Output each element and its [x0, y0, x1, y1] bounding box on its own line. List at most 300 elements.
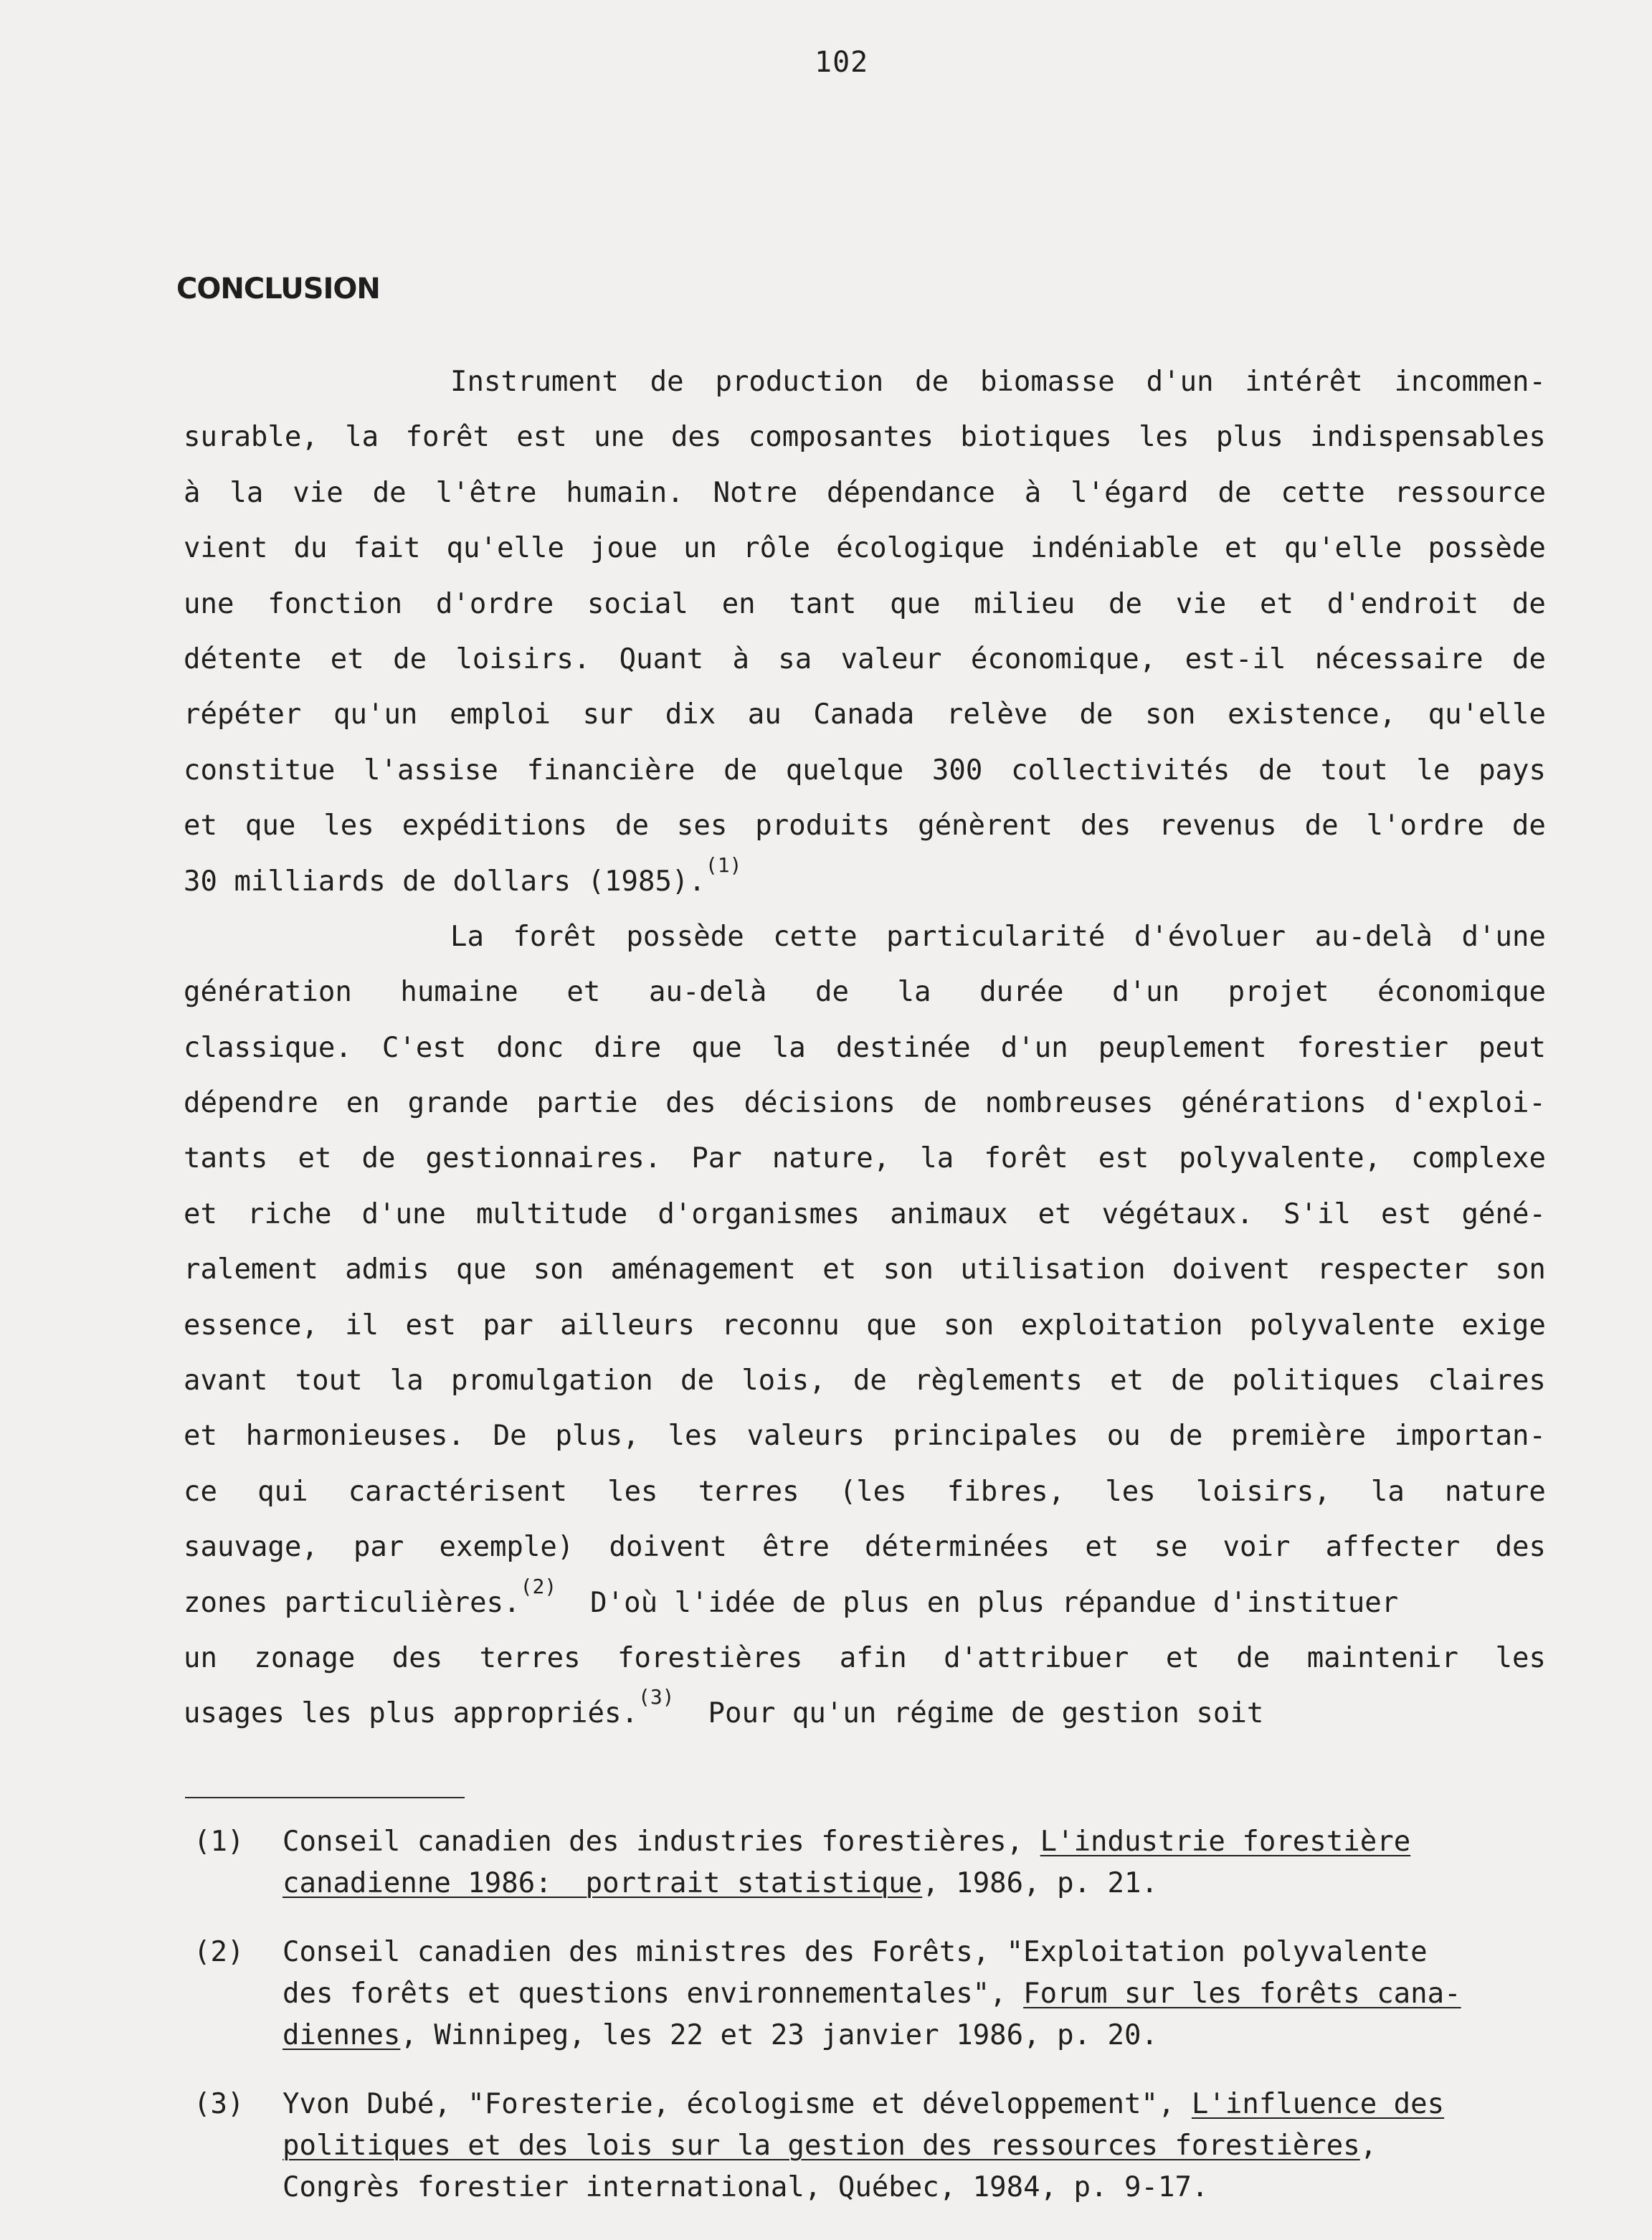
body-text	[184, 366, 1546, 1753]
word: les	[607, 1475, 658, 1508]
word: (les	[839, 1475, 907, 1508]
word: fonction	[267, 587, 403, 620]
word: fibres,	[946, 1475, 1065, 1508]
word: lois,	[741, 1365, 826, 1397]
word: possède	[626, 920, 744, 953]
footnote-text: des forêts et questions environnementales",	[283, 1978, 1024, 2010]
word: et	[1224, 532, 1258, 565]
text-line	[184, 1253, 1546, 1309]
word: génération	[184, 976, 352, 1009]
footnote-number: (1)	[194, 1826, 245, 1858]
word: de	[1169, 1420, 1203, 1453]
word: partie	[536, 1087, 638, 1120]
word: par	[483, 1309, 533, 1342]
footnote-line	[283, 1826, 1556, 1867]
footnote-number: (2)	[194, 1936, 245, 1968]
word: et	[1260, 587, 1293, 620]
word: ralement	[184, 1253, 318, 1286]
word: rôle	[743, 532, 811, 565]
word: humain.	[566, 476, 684, 509]
word: Instrument	[450, 366, 619, 398]
word: dix	[665, 698, 716, 731]
footnote-body	[283, 1936, 1556, 2061]
word: Par	[691, 1142, 742, 1175]
word: pays	[1478, 754, 1546, 787]
word: de	[815, 976, 849, 1009]
text-line	[184, 810, 1546, 865]
word: des	[391, 1641, 443, 1674]
word: utilisation	[960, 1253, 1146, 1286]
word: constitue	[184, 754, 336, 787]
word: surable,	[184, 421, 318, 454]
text-line	[184, 1309, 1546, 1365]
page-number: 102	[815, 46, 869, 79]
word: à	[1024, 476, 1042, 509]
word: des	[1080, 810, 1131, 843]
footnote-title: canadienne 1986: portrait statistique	[283, 1867, 923, 1899]
word: et	[822, 1253, 857, 1286]
footnote-line	[283, 2171, 1556, 2213]
word: d'un	[1146, 366, 1214, 398]
word: d'une	[361, 1197, 446, 1230]
word: reconnu	[721, 1309, 840, 1342]
word: de	[361, 1142, 396, 1175]
word: des	[1495, 1531, 1546, 1564]
word: de	[1512, 642, 1546, 675]
footnote-title: diennes	[283, 2019, 401, 2051]
word: la	[345, 421, 379, 454]
text-line	[184, 921, 1546, 976]
word: projet	[1228, 976, 1329, 1009]
word: qui	[257, 1475, 308, 1508]
word: de	[393, 642, 427, 675]
text-line	[184, 976, 1546, 1031]
word: terres	[698, 1475, 799, 1508]
word: l'égard	[1071, 476, 1189, 509]
word: économique	[1377, 976, 1546, 1009]
text-line-content: zones particulières.	[184, 1586, 521, 1619]
word: générations	[1181, 1087, 1367, 1120]
word: incommen-	[1394, 366, 1546, 398]
word: forêt	[405, 421, 490, 454]
word: joue	[590, 532, 658, 565]
word: valeurs	[746, 1420, 865, 1453]
word: vie	[293, 476, 343, 509]
word: et	[1085, 1531, 1119, 1564]
word: zonage	[254, 1641, 356, 1674]
word: promulgation	[451, 1365, 653, 1397]
word: génèrent	[918, 810, 1053, 843]
word: loisirs,	[1195, 1475, 1331, 1508]
word: est	[1381, 1197, 1432, 1230]
word: particularité	[886, 920, 1106, 953]
word: son	[1495, 1253, 1546, 1286]
word: d'endroit	[1326, 587, 1479, 620]
word: son	[1145, 698, 1196, 731]
word: de	[1258, 754, 1293, 787]
word: de	[915, 366, 949, 398]
word: que	[866, 1309, 917, 1342]
footnotes	[194, 1826, 1556, 2240]
word: d'exploi-	[1394, 1087, 1546, 1120]
word: grande	[407, 1087, 509, 1120]
text-line	[184, 698, 1546, 754]
word: à	[184, 476, 201, 509]
word: la	[389, 1365, 424, 1397]
word: son	[533, 1253, 584, 1286]
word: forestières	[617, 1641, 803, 1674]
word: principales	[893, 1420, 1079, 1453]
word: de	[1304, 810, 1339, 843]
word: sa	[778, 642, 812, 675]
word: expéditions	[402, 810, 588, 843]
word: caractérisent	[348, 1475, 567, 1508]
word: ses	[676, 810, 728, 843]
footnote-text: , 1986, p. 21.	[922, 1867, 1158, 1899]
word: de	[1109, 587, 1143, 620]
word: les	[323, 810, 374, 843]
footnote-title: Forum sur les forêts cana-	[1023, 1978, 1461, 2010]
word: détente	[184, 642, 302, 675]
text-line	[184, 1642, 1546, 1697]
word: et	[184, 1420, 217, 1453]
word: tants	[184, 1142, 268, 1175]
word: peut	[1478, 1031, 1546, 1064]
word: par	[353, 1531, 404, 1564]
word: que	[691, 1031, 742, 1064]
word: et	[330, 642, 364, 675]
text-line	[184, 1142, 1546, 1197]
word: durée	[979, 976, 1064, 1009]
text-line-content: D'où l'idée de plus en plus répandue d'instituer	[556, 1586, 1399, 1619]
word: destinée	[835, 1031, 971, 1064]
word: végétaux.	[1101, 1197, 1253, 1230]
word: de	[923, 1087, 957, 1120]
word: composantes	[748, 421, 934, 454]
text-line	[184, 1531, 1546, 1586]
word: et	[184, 810, 217, 843]
text-line-content: Pour qu'un régime de gestion soit	[674, 1697, 1264, 1730]
text-line	[184, 643, 1546, 698]
word: doivent	[1172, 1253, 1291, 1286]
word: classique.	[184, 1031, 352, 1064]
word: peuplement	[1098, 1031, 1267, 1064]
word: sur	[582, 698, 634, 731]
word: est	[405, 1309, 456, 1342]
word: les	[668, 1420, 718, 1453]
word: en	[346, 1087, 380, 1120]
word: S'il	[1283, 1197, 1351, 1230]
word: essence,	[184, 1309, 318, 1342]
word: indispensables	[1310, 421, 1546, 454]
word: est-il	[1185, 642, 1286, 675]
word: un	[184, 1641, 217, 1674]
word: intérêt	[1245, 366, 1363, 398]
word: des	[670, 421, 722, 454]
word: forestier	[1296, 1031, 1448, 1064]
word: revenus	[1159, 810, 1277, 843]
word: de	[1511, 587, 1546, 620]
word: de	[853, 1365, 887, 1397]
word: qu'un	[333, 698, 418, 731]
word: dire	[594, 1031, 662, 1064]
footnote-text: Congrès forestier international, Québec, 1984, p. 9-17.	[283, 2171, 1209, 2203]
word: indéniable	[1030, 532, 1199, 565]
word: il	[345, 1309, 379, 1342]
word: est	[516, 421, 567, 454]
word: sauvage,	[184, 1531, 318, 1564]
footnote-line	[283, 1867, 1556, 1909]
word: l'ordre	[1366, 810, 1484, 843]
word: financière	[526, 754, 696, 787]
word: importan-	[1394, 1420, 1546, 1453]
word: possède	[1428, 532, 1546, 565]
word: tout	[295, 1365, 363, 1397]
word: l'être	[435, 476, 537, 509]
word: d'évoluer	[1134, 920, 1286, 953]
word: nature	[1444, 1475, 1546, 1508]
word: tant	[789, 587, 857, 620]
word: maintenir	[1306, 1641, 1459, 1674]
word: nombreuses	[984, 1087, 1154, 1120]
word: donc	[496, 1031, 564, 1064]
word: humaine	[400, 976, 518, 1009]
word: de	[723, 754, 758, 787]
word: de	[1079, 698, 1114, 731]
word: multitude	[475, 1197, 628, 1230]
word: en	[721, 587, 756, 620]
word: au	[747, 698, 782, 731]
word: qu'elle	[1284, 532, 1402, 565]
word: gestionnaires.	[425, 1142, 662, 1175]
word: se	[1154, 1531, 1188, 1564]
footnote-text: ,	[1359, 2130, 1377, 2162]
word: complexe	[1411, 1142, 1546, 1175]
word: politiques	[1232, 1365, 1401, 1397]
word: forêt	[984, 1142, 1068, 1175]
word: exige	[1461, 1309, 1546, 1342]
footnote-text: Conseil canadien des ministres des Forêts, "Exploitation polyvalente	[283, 1936, 1428, 1968]
footnote	[194, 1826, 1556, 1909]
footnote-text: Yvon Dubé, "Foresterie, écologisme et développement",	[283, 2088, 1192, 2120]
word: production	[715, 366, 884, 398]
text-line	[184, 754, 1546, 810]
word: cette	[1281, 476, 1365, 509]
word: nécessaire	[1314, 642, 1484, 675]
word: au-delà	[1314, 920, 1433, 953]
text-line	[184, 1032, 1546, 1087]
word: de	[1511, 810, 1546, 843]
word: afin	[839, 1641, 907, 1674]
word: la	[229, 476, 264, 509]
word: nature,	[772, 1142, 891, 1175]
word: que	[890, 587, 941, 620]
text-line-content: 30 milliards de dollars (1985).	[184, 865, 706, 898]
text-line	[184, 1365, 1546, 1420]
word: d'organismes	[658, 1197, 860, 1230]
text-line: usages les plus appropriés. (3) Pour qu'un régime de gestion soit	[184, 1685, 1264, 1730]
word: d'une	[1461, 920, 1546, 953]
word: de	[650, 366, 684, 398]
text-line	[184, 1198, 1546, 1253]
word: emploi	[450, 698, 551, 731]
word: Quant	[619, 642, 704, 675]
word: qu'elle	[446, 532, 564, 565]
section-heading: CONCLUSION	[176, 272, 380, 305]
word: avant	[184, 1365, 268, 1397]
word: existence,	[1228, 698, 1396, 731]
word: une	[184, 587, 234, 620]
word: admis	[345, 1253, 429, 1286]
text-line	[184, 421, 1546, 476]
footnote-line	[283, 2130, 1556, 2171]
word: collectivités	[1011, 754, 1230, 787]
text-line	[184, 1420, 1546, 1475]
word: à	[732, 642, 749, 675]
word: décisions	[744, 1087, 896, 1120]
word: règlements	[914, 1365, 1083, 1397]
word: d'attribuer	[944, 1641, 1129, 1674]
footnote-line	[283, 2019, 1556, 2061]
word: de	[680, 1365, 714, 1397]
word: et	[184, 1197, 217, 1230]
text-line	[184, 1476, 1546, 1531]
word: et	[1165, 1641, 1200, 1674]
word: les	[1139, 421, 1190, 454]
word: C'est	[381, 1031, 467, 1064]
word: la	[772, 1031, 806, 1064]
word: une	[594, 421, 645, 454]
text-line	[184, 1087, 1546, 1142]
word: est	[1098, 1142, 1149, 1175]
word: vie	[1175, 587, 1227, 620]
footnote	[194, 2088, 1556, 2213]
word: exemple)	[439, 1531, 574, 1564]
word: d'un	[1112, 976, 1180, 1009]
word: de	[1171, 1365, 1205, 1397]
word: ce	[184, 1475, 217, 1508]
word: produits	[755, 810, 891, 843]
word: des	[665, 1087, 716, 1120]
text-line	[184, 588, 1546, 643]
word: polyvalente	[1249, 1309, 1435, 1342]
word: les	[1105, 1475, 1156, 1508]
word: La	[450, 920, 484, 953]
word: De	[493, 1420, 527, 1453]
word: affecter	[1325, 1531, 1461, 1564]
word: biotiques	[960, 421, 1112, 454]
word: et	[1038, 1197, 1072, 1230]
word: dépendre	[184, 1087, 318, 1120]
footnote-body	[283, 1826, 1556, 1909]
word: être	[761, 1531, 830, 1564]
text-line: 30 milliards de dollars (1985). (1)	[184, 853, 742, 898]
word: loisirs.	[455, 642, 591, 675]
word: première	[1231, 1420, 1366, 1453]
word: vient	[184, 532, 268, 565]
text-line	[184, 477, 1546, 532]
word: un	[683, 532, 718, 565]
word: polyvalente,	[1179, 1142, 1382, 1175]
word: du	[293, 532, 328, 565]
word: la	[897, 976, 931, 1009]
word: relève	[946, 698, 1048, 731]
word: social	[587, 587, 688, 620]
footnote-divider	[185, 1797, 465, 1798]
word: voir	[1223, 1531, 1291, 1564]
word: quelque	[785, 754, 904, 787]
word: déterminées	[864, 1531, 1050, 1564]
word: et	[298, 1142, 332, 1175]
word: terres	[479, 1641, 581, 1674]
word: tout	[1320, 754, 1388, 787]
text-line	[184, 366, 1546, 421]
word: que	[455, 1253, 507, 1286]
word: Notre	[713, 476, 798, 509]
word: d'ordre	[435, 587, 554, 620]
word: ressource	[1394, 476, 1546, 509]
footnote-line	[283, 1978, 1556, 2019]
word: harmonieuses.	[245, 1420, 465, 1453]
word: de	[614, 810, 649, 843]
word: aménagement	[610, 1253, 796, 1286]
word: ailleurs	[560, 1309, 695, 1342]
word: le	[1416, 754, 1451, 787]
word: respecter	[1316, 1253, 1469, 1286]
word: de	[372, 476, 407, 509]
word: forêt	[513, 920, 597, 953]
word: l'assise	[364, 754, 498, 787]
word: cette	[773, 920, 858, 953]
word: doivent	[609, 1531, 727, 1564]
footnote-title: L'influence des	[1191, 2088, 1445, 2120]
word: les	[1495, 1641, 1546, 1674]
word: économique,	[970, 642, 1157, 675]
word: répéter	[184, 698, 302, 731]
word: plus,	[555, 1420, 640, 1453]
word: écologique	[836, 532, 1005, 565]
word: exploitation	[1020, 1309, 1223, 1342]
word: milieu	[974, 587, 1076, 620]
word: la	[1370, 1475, 1405, 1508]
word: 300	[931, 754, 983, 787]
word: au-delà	[648, 976, 767, 1009]
word: valeur	[840, 642, 942, 675]
word: claires	[1428, 1365, 1546, 1397]
word: d'un	[1000, 1031, 1068, 1064]
word: et	[1110, 1365, 1144, 1397]
word: Canada	[813, 698, 915, 731]
word: son	[883, 1253, 934, 1286]
word: son	[943, 1309, 994, 1342]
word: de	[1236, 1641, 1271, 1674]
footnote-line	[283, 1936, 1556, 1978]
word: dépendance	[827, 476, 995, 509]
footnote	[194, 1936, 1556, 2061]
word: géné-	[1461, 1197, 1546, 1230]
text-line	[184, 532, 1546, 587]
word: ou	[1106, 1420, 1141, 1453]
word: fait	[353, 532, 421, 565]
word: qu'elle	[1428, 698, 1546, 731]
word: plus	[1215, 421, 1283, 454]
text-line: zones particulières. (2) D'où l'idée de plus en plus répandue d'instituer	[184, 1574, 1399, 1619]
footnote-body	[283, 2088, 1556, 2213]
word: que	[245, 810, 296, 843]
word: de	[1217, 476, 1252, 509]
footnote-text: , Winnipeg, les 22 et 23 janvier 1986, p. 20.	[400, 2019, 1158, 2051]
word: et	[566, 976, 601, 1009]
